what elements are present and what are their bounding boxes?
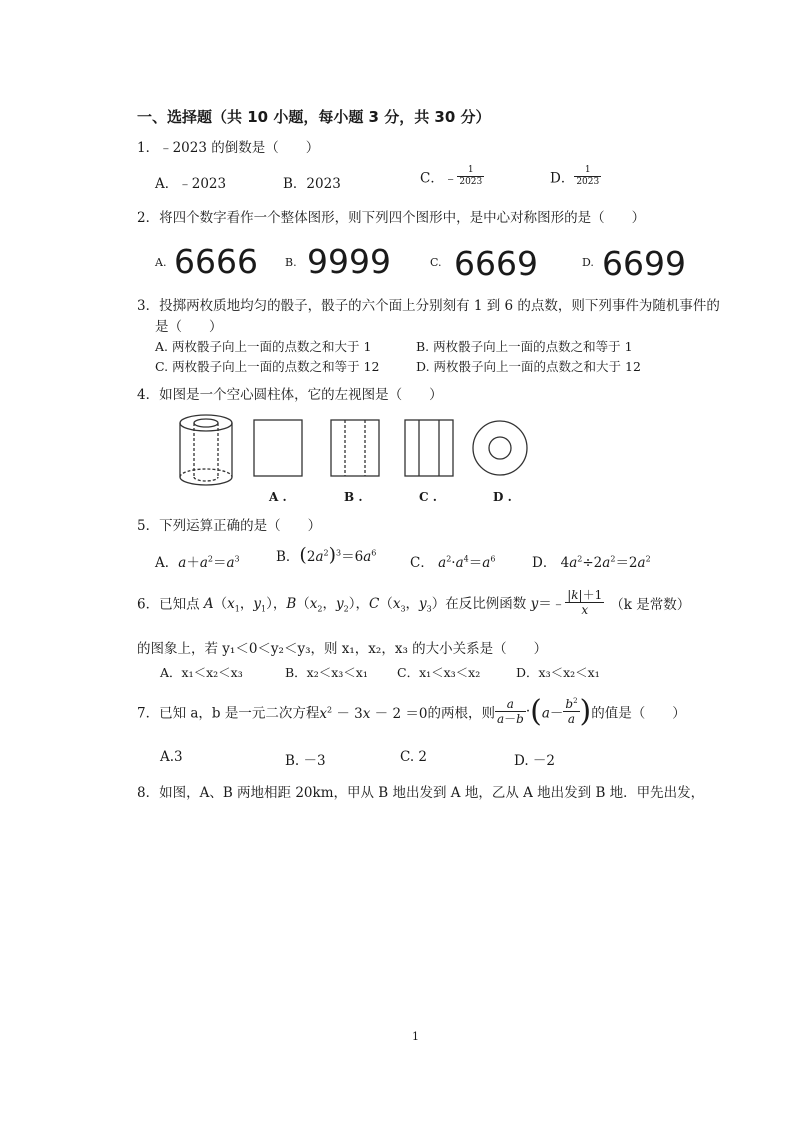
q5-option-c: C． $a^2\cdot a^4=a^6$ — [410, 554, 496, 571]
q4-option-a-figure — [254, 420, 302, 476]
q3-option-a: A. 两枚骰子向上一面的点数之和大于 1 — [155, 339, 372, 354]
page-number: 1 — [412, 1030, 419, 1043]
q4-option-b-label: B . — [344, 490, 363, 504]
q4-option-a-label: A . — [269, 490, 287, 504]
section-title: 一、选择题（共 10 小题，每小题 3 分，共 30 分） — [137, 108, 491, 126]
q2-option-d-label: D. — [582, 256, 594, 269]
q7-option-c: C. 2 — [400, 749, 428, 765]
q6-option-a: A．x₁＜x₂＜x₃ — [160, 665, 243, 680]
q4-option-c-label: C . — [419, 490, 437, 504]
q7-option-b: B. －3 — [285, 753, 326, 769]
question-3-stem-line2: 是（ ） — [155, 319, 223, 335]
question-1-stem: 1．﹣2023 的倒数是（ ） — [137, 140, 320, 156]
q7-option-d: D. －2 — [514, 753, 556, 769]
q2-option-c-label: C. — [430, 256, 442, 269]
q5-option-d: D． $4a^2\div 2a^2=2a^2$ — [532, 554, 651, 571]
q4-option-d-label: D . — [493, 490, 512, 504]
q2-option-c-figure: 6669 — [454, 244, 538, 283]
q2-option-b-figure: 9999 — [307, 242, 391, 281]
q3-option-d: D. 两枚骰子向上一面的点数之和大于 12 — [416, 359, 641, 374]
q2-option-b-label: B. — [285, 256, 297, 269]
q2-option-a-label: A. — [155, 256, 167, 269]
q4-option-d-figure — [473, 421, 527, 475]
question-2-stem: 2．将四个数字看作一个整体图形，则下列四个图形中，是中心对称图形的是（ ） — [137, 210, 646, 226]
q2-option-d-figure: 6699 — [602, 244, 686, 283]
question-3-stem-line1: 3．投掷两枚质地均匀的骰子，骰子的六个面上分别刻有 1 到 6 的点数，则下列事件为随机事件的 — [137, 298, 720, 314]
hollow-cylinder-figure — [180, 415, 232, 485]
q2-option-a-figure: 6666 — [174, 242, 258, 281]
question-8-stem: 8．如图，A、B 两地相距 20km，甲从 B 地出发到 A 地，乙从 A 地出发到 B 地．甲先出发， — [137, 785, 705, 801]
q1-option-b: B．2023 — [283, 176, 341, 192]
question-6-stem-line2: 的图象上，若 y₁＜0＜y₂＜y₃，则 x₁，x₂，x₃ 的大小关系是（ ） — [137, 641, 548, 657]
q5-option-b: B．$(2a^2)^3=6a^6$ — [276, 544, 377, 566]
question-6-stem-line1: 6．已知点 $A(x_1$，$y_1$），$B(x_2$，$y_2$），$C(x_3$，$y_3$）在反比例函数 y＝﹣ $\frac{|k|+1}{x}$ （k 是常数） — [137, 588, 691, 617]
q5-option-a: A．$a+a^2=a^3$ — [155, 554, 240, 571]
q1-option-a: A．﹣2023 — [155, 176, 227, 192]
q1-option-c: C．﹣ $\frac{1}{2023}$ — [420, 165, 483, 187]
q1-option-d: D． $\frac{1}{2023}$ — [550, 165, 600, 187]
question-4-stem: 4．如图是一个空心圆柱体，它的左视图是（ ） — [137, 387, 443, 403]
q7-option-a: A.3 — [160, 749, 183, 765]
q4-option-c-figure — [405, 420, 453, 476]
q3-option-b: B. 两枚骰子向上一面的点数之和等于 1 — [416, 339, 633, 354]
q6-option-d: D．x₃＜x₂＜x₁ — [516, 665, 600, 680]
q4-figures — [170, 410, 530, 490]
question-5-stem: 5．下列运算正确的是（ ） — [137, 518, 322, 534]
q3-option-c: C. 两枚骰子向上一面的点数之和等于 12 — [155, 359, 380, 374]
q6-option-b: B．x₂＜x₃＜x₁ — [285, 665, 368, 680]
q4-option-b-figure — [331, 420, 379, 476]
question-7-stem: 7．已知 a，b 是一元二次方程$x^2 - 3x - 2 =0$的两根，则 $\frac{a}{a-b}$ ·(a－ $\frac{b^2}{a}$ )的值是（ ） — [137, 694, 686, 729]
q6-option-c: C．x₁＜x₃＜x₂ — [397, 665, 481, 680]
